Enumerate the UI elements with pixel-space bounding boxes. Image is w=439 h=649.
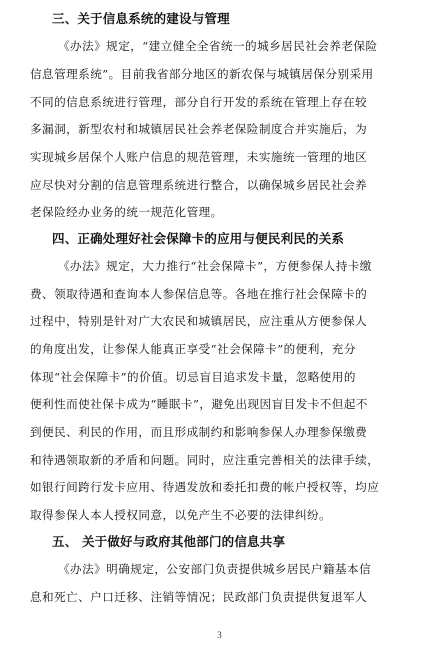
- section-heading-5: 五、 关于做好与政府其他部门的信息共享: [52, 534, 286, 549]
- paragraph-line: 到便民、利民的作用，而且形成制约和影响参保人办理参保缴费: [30, 425, 368, 439]
- paragraph-line: 信息管理系统”。目前我省部分地区的新农保与城镇居保分别采用: [30, 67, 374, 81]
- paragraph-line: 《办法》规定，“建立健全全省统一的城乡居民社会养老保险: [58, 39, 378, 53]
- paragraph-line: 老保险经办业务的统一规范化管理。: [30, 205, 223, 219]
- paragraph-line: 取得参保人本人授权同意，以免产生不必要的法律纠纷。: [30, 508, 332, 522]
- paragraph-line: 体现“社会保障卡”的价值。切忌盲目追求发卡量，忽略使用的: [30, 370, 356, 384]
- paragraph-line: 便利性而使社保卡成为“睡眠卡”，避免出现因盲目发卡不但起不: [30, 397, 368, 411]
- paragraph-line: 应尽快对分割的信息管理系统进行整合，以确保城乡居民社会养: [30, 178, 368, 192]
- paragraph-line: 费、领取待遇和查询本人参保信息等。各地在推行社会保障卡的: [30, 287, 368, 301]
- section-heading-3: 三、关于信息系统的建设与管理: [52, 11, 230, 26]
- page-number: 3: [217, 630, 222, 640]
- paragraph-line: 过程中，特别是针对广大农民和城镇居民，应注重从方便参保人: [30, 314, 368, 328]
- paragraph-line: 如银行间跨行发卡应用、待遇发放和委托扣费的帐户授权等，均应: [30, 480, 380, 494]
- paragraph-line: 不同的信息系统进行管理，部分自行开发的系统在管理上存在较: [30, 95, 368, 109]
- paragraph-line: 实现城乡居保个人账户信息的规范管理，未实施统一管理的地区: [30, 150, 368, 164]
- section-heading-4: 四、正确处理好社会保障卡的应用与便民利民的关系: [52, 231, 345, 246]
- paragraph-line: 息和死亡、户口迁移、注销等情况；民政部门负责提供复退军人: [30, 590, 368, 604]
- paragraph-line: 《办法》明确规定，公安部门负责提供城乡居民户籍基本信: [58, 562, 372, 576]
- paragraph-line: 和待遇领取新的矛盾和问题。同时，应注重完善相关的法律手续，: [30, 453, 380, 467]
- paragraph-line: 《办法》规定，大力推行“社会保障卡”，方便参保人持卡缴: [58, 259, 372, 273]
- paragraph-line: 多漏洞，新型农村和城镇居民社会养老保险制度合并实施后，为: [30, 122, 368, 136]
- paragraph-line: 的角度出发，让参保人能真正享受“社会保障卡”的便利，充分: [30, 342, 356, 356]
